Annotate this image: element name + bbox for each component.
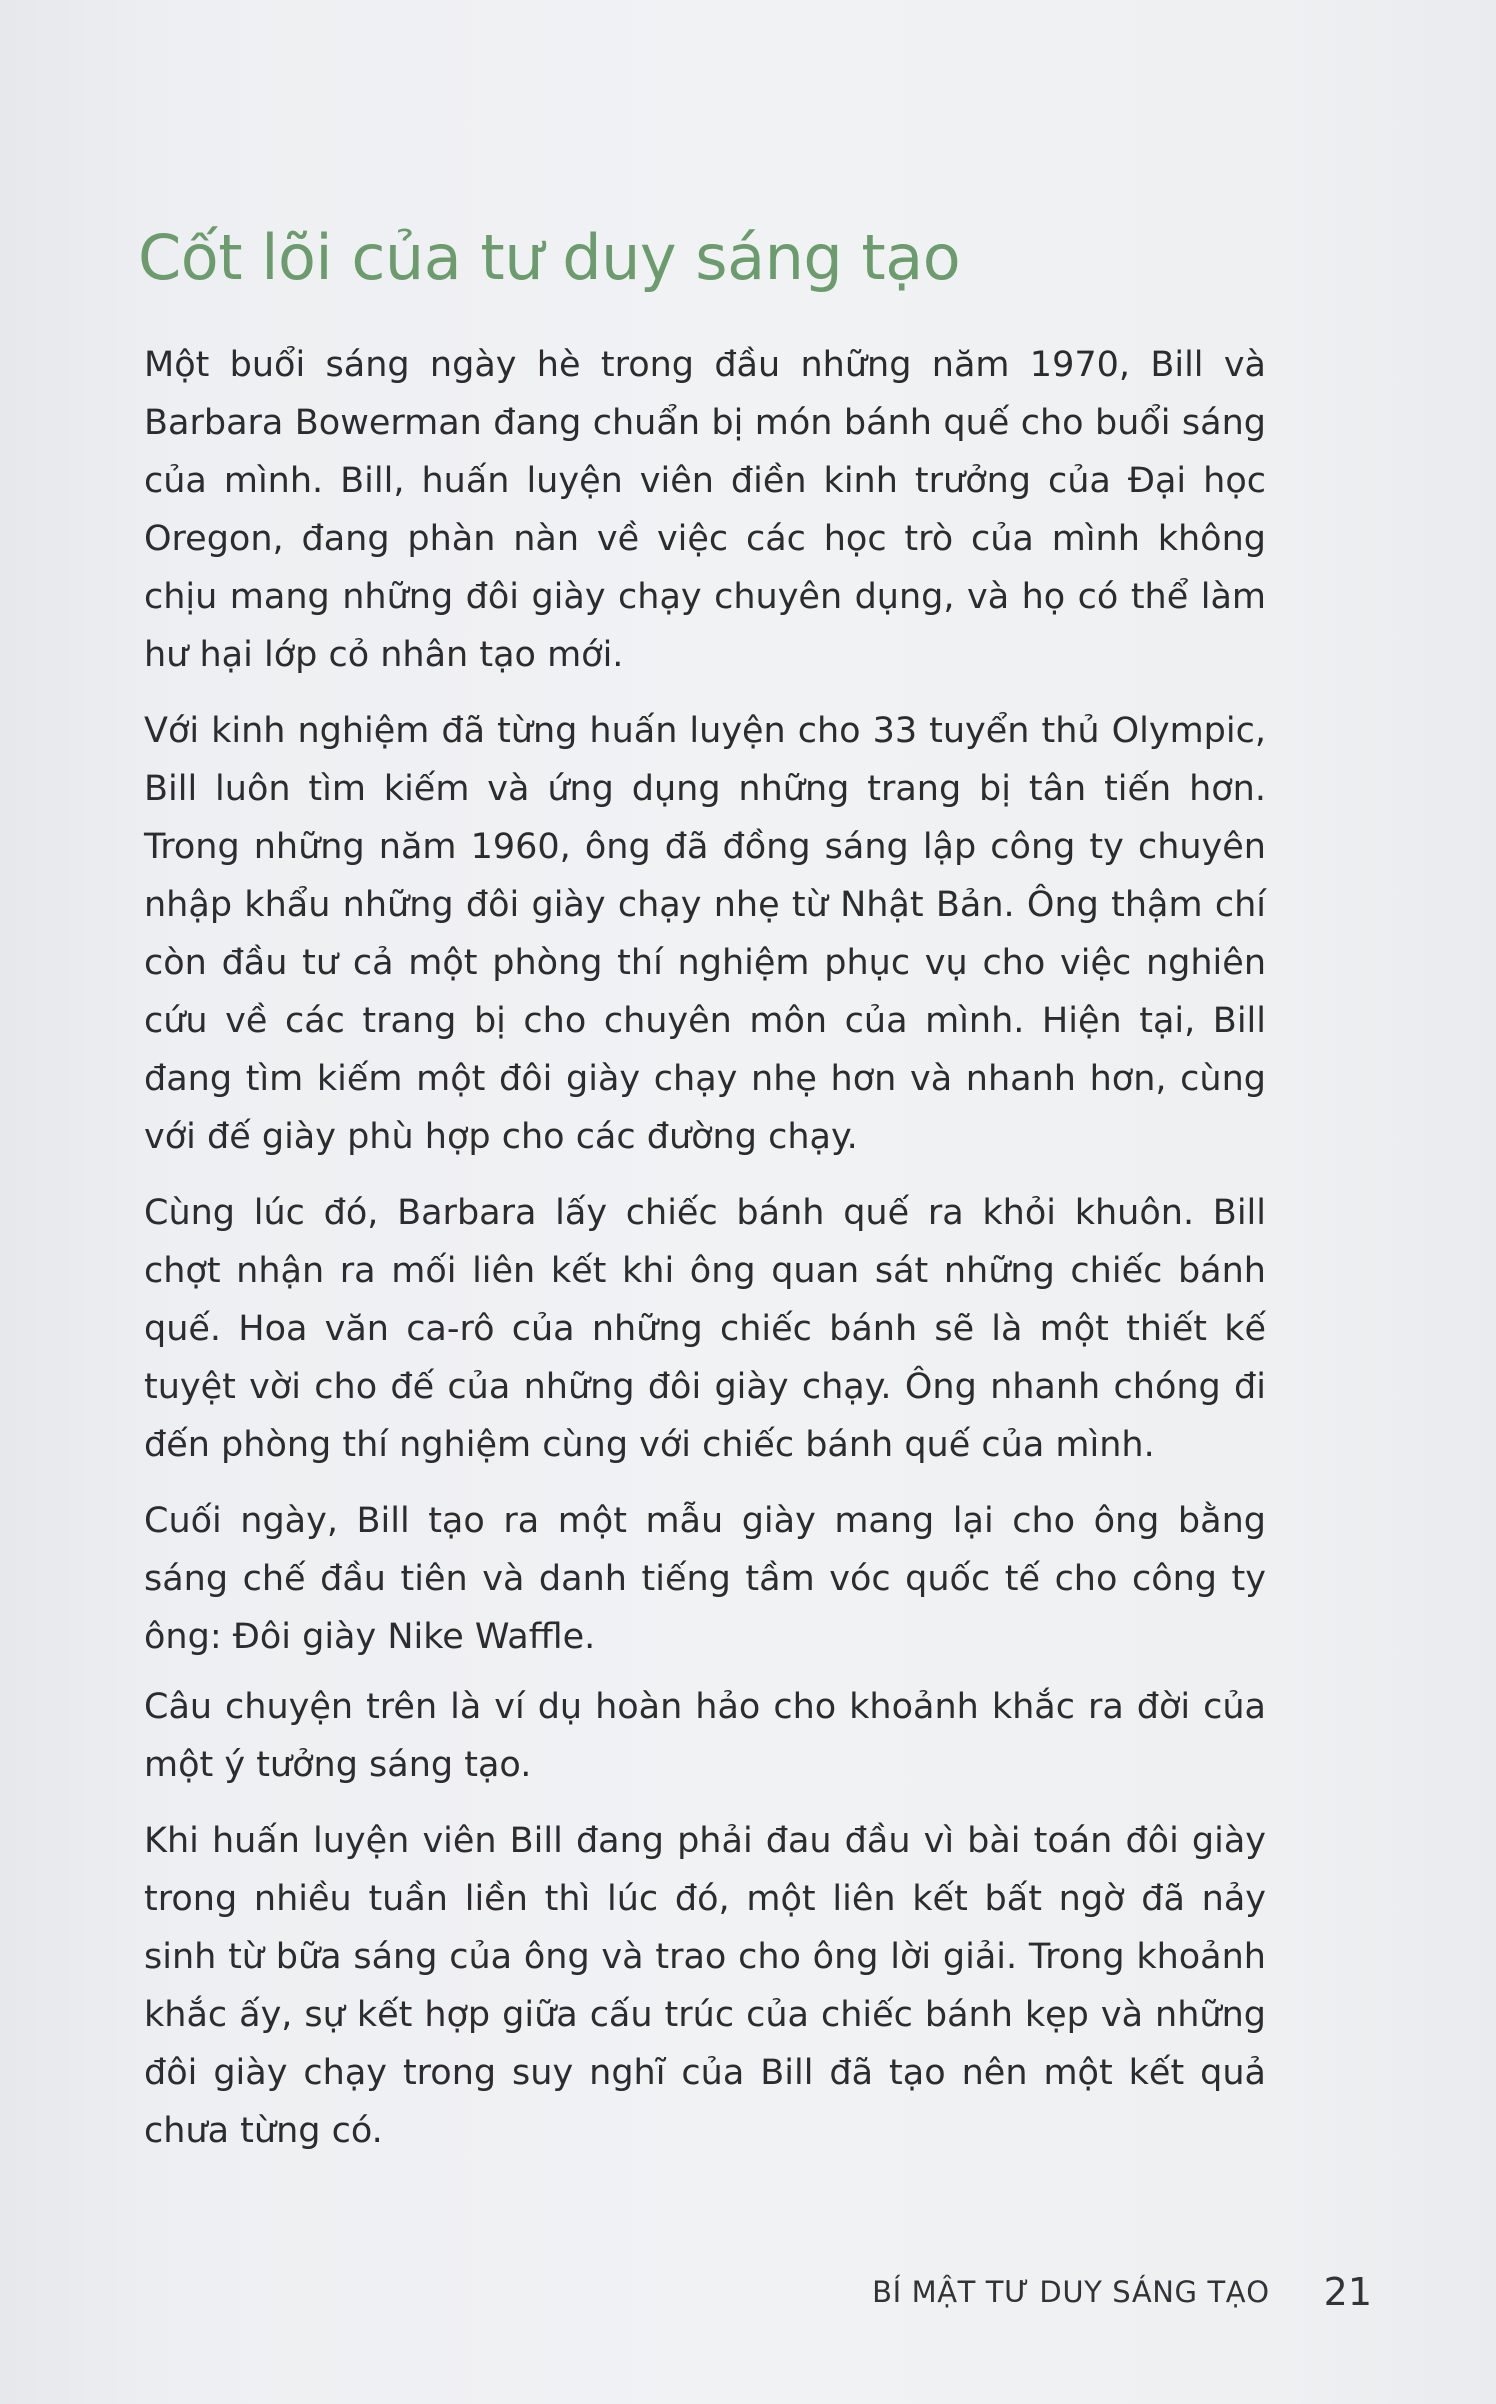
page-number: 21: [1323, 2270, 1372, 2314]
paragraph-1: Một buổi sáng ngày hè trong đầu những năm 1970, Bill và Barbara Bowerman đang chuẩn bị món bánh quế cho buổi sáng của mình. Bill, huấn luyện viên điền kinh trưởng của Đại học Oregon, đang phàn nàn về việc các học trò của mình không chịu mang những đôi giày chạy chuyên dụng, và họ có thể làm hư hại lớp cỏ nhân tạo mới.: [144, 345, 1266, 675]
running-title: BÍ MẬT TƯ DUY SÁNG TẠO: [872, 2275, 1270, 2309]
paragraph-4: Cuối ngày, Bill tạo ra một mẫu giày mang lại cho ông bằng sáng chế đầu tiên và danh tiếng tầm vóc quốc tế cho công ty ông: Đôi giày Nike Waffle.: [144, 1501, 1266, 1657]
paragraph-3: Cùng lúc đó, Barbara lấy chiếc bánh quế ra khỏi khuôn. Bill chợt nhận ra mối liên kết khi ông quan sát những chiếc bánh quế. Hoa văn ca-rô của những chiếc bánh sẽ là một thiết kế tuyệt vời cho đế của những đôi giày chạy. Ông nhanh chóng đi đến phòng thí nghiệm cùng với chiếc bánh quế của mình.: [144, 1193, 1266, 1465]
paragraph-6: Khi huấn luyện viên Bill đang phải đau đầu vì bài toán đôi giày trong nhiều tuần liền thì lúc đó, một liên kết bất ngờ đã nảy sinh từ bữa sáng của ông và trao cho ông lời giải. Trong khoảnh khắc ấy, sự kết hợp giữa cấu trúc của chiếc bánh kẹp và những đôi giày chạy trong suy nghĩ của Bill đã tạo nên một kết quả chưa từng có.: [144, 1821, 1266, 2151]
body-text: [144, 336, 1266, 2178]
paragraph-2: Với kinh nghiệm đã từng huấn luyện cho 33 tuyển thủ Olympic, Bill luôn tìm kiếm và ứng dụng những trang bị tân tiến hơn. Trong những năm 1960, ông đã đồng sáng lập công ty chuyên nhập khẩu những đôi giày chạy nhẹ từ Nhật Bản. Ông thậm chí còn đầu tư cả một phòng thí nghiệm phục vụ cho việc nghiên cứu về các trang bị cho chuyên môn của mình. Hiện tại, Bill đang tìm kiếm một đôi giày chạy nhẹ hơn và nhanh hơn, cùng với đế giày phù hợp cho các đường chạy.: [144, 711, 1266, 1157]
chapter-title: Cốt lõi của tư duy sáng tạo: [138, 221, 961, 294]
page-footer: [872, 2262, 1372, 2322]
paragraph-5: Câu chuyện trên là ví dụ hoàn hảo cho khoảnh khắc ra đời của một ý tưởng sáng tạo.: [144, 1687, 1266, 1785]
